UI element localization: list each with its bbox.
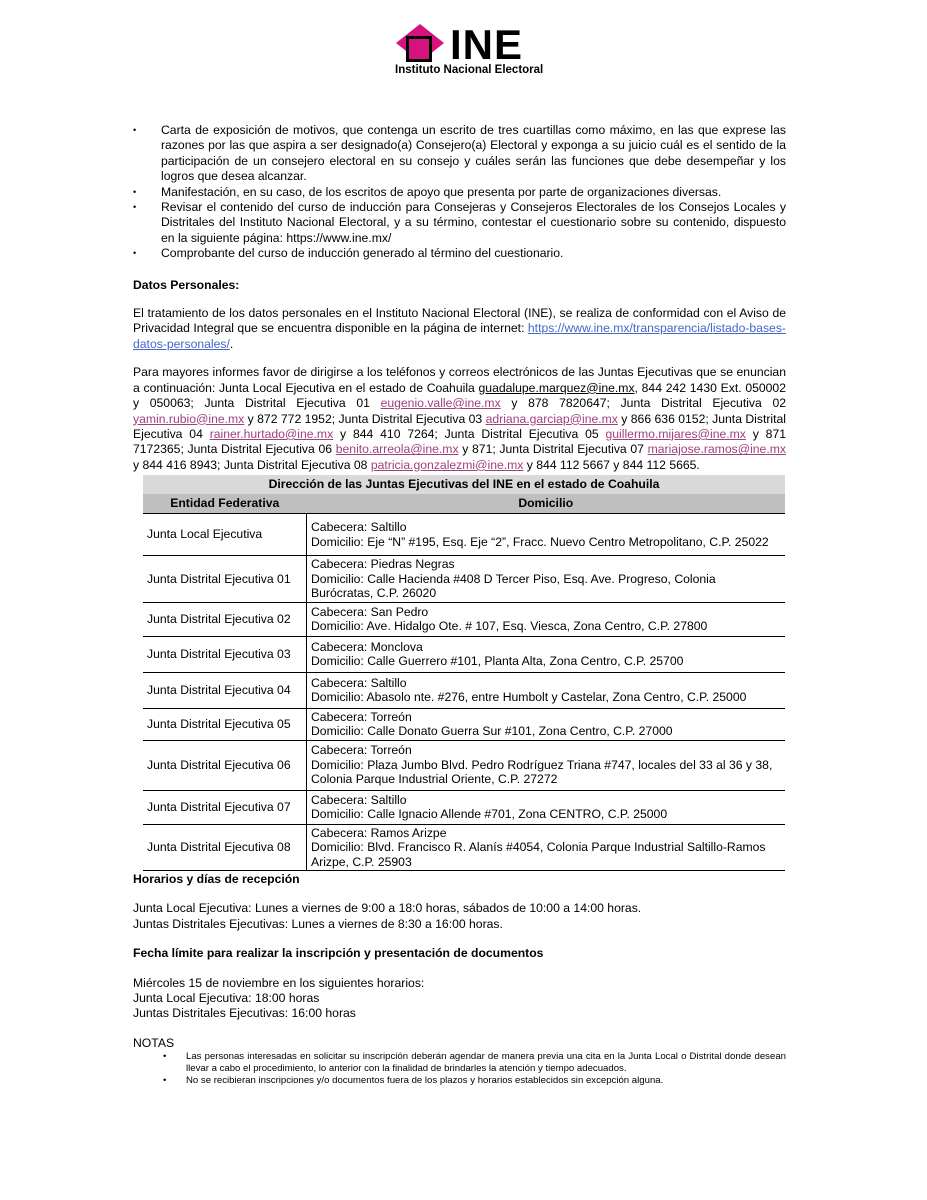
- domicilio-text: Domicilio: Calle Hacienda #408 D Tercer Piso, Esq. Ave. Progreso, Colonia Burócratas, C.P. 26020: [311, 571, 716, 600]
- main-content: [133, 123, 786, 473]
- cabecera-text: Cabecera: Saltillo: [311, 792, 407, 807]
- domicilio-cell: [307, 708, 786, 740]
- lower-content: [133, 872, 786, 1087]
- table-row: [143, 740, 785, 790]
- column-header-entidad: Entidad Federativa: [143, 494, 307, 514]
- domicilio-cell: [307, 602, 786, 636]
- email-link[interactable]: rainer.hurtado@ine.mx: [209, 426, 334, 441]
- table-row: [143, 824, 785, 871]
- bullet-icon: •: [133, 125, 137, 135]
- domicilio-cell: [307, 636, 786, 672]
- email-link[interactable]: mariajose.ramos@ine.mx: [647, 442, 786, 457]
- requirements-list: [133, 123, 786, 262]
- domicilio-text: Domicilio: Calle Donato Guerra Sur #101, Zona Centro, C.P. 27000: [311, 724, 673, 738]
- datos-personales-heading: Datos Personales:: [133, 277, 240, 292]
- table-row: [143, 602, 785, 636]
- domicilio-cell: [307, 824, 786, 871]
- fecha-limite-heading: Fecha límite para realizar la inscripción y presentación de documentos: [133, 946, 544, 961]
- entidad-cell: Junta Distrital Ejecutiva 01: [143, 556, 307, 603]
- list-item: • Carta de exposición de motivos, que contenga un escrito de tres cuartillas como máximo, en las que exprese las razones por las que aspira a ser designado(a) Consejero(a) Electoral y exponga a su juicio cuál es el sentido de la participación de un consejero electoral en su consejo y cuáles serán las funciones que debe desempeñar y los logros que desea alcanzar.: [133, 123, 786, 184]
- list-item: • No se recibieran inscripciones y/o documentos fuera de los plazos y horarios establecidos sin excepción alguna.: [163, 1075, 664, 1087]
- entidad-cell: Junta Distrital Ejecutiva 05: [143, 708, 307, 740]
- horarios-heading: Horarios y días de recepción: [133, 872, 300, 886]
- fecha-limite-text: Miércoles 15 de noviembre en los siguientes horarios: Junta Local Ejecutiva: 18:00 horas Juntas Distritales Ejecutivas: 16:00 horas: [133, 975, 425, 1021]
- domicilio-text: Domicilio: Ave. Hidalgo Ote. # 107, Esq. Viesca, Zona Centro, C.P. 27800: [311, 619, 708, 633]
- entidad-cell: Junta Distrital Ejecutiva 07: [143, 790, 307, 824]
- bullet-icon: •: [163, 1075, 167, 1087]
- domicilio-cell: [307, 556, 786, 603]
- cabecera-text: Cabecera: Torreón: [311, 709, 412, 724]
- table-row: [143, 708, 785, 740]
- email-link[interactable]: guadalupe.marquez@ine.mx: [478, 380, 635, 395]
- list-item: • Manifestación, en su caso, de los escritos de apoyo que presenta por parte de organizaciones diversas.: [133, 184, 722, 199]
- domicilio-cell: [307, 514, 786, 556]
- entidad-cell: Junta Distrital Ejecutiva 08: [143, 824, 307, 871]
- table-row: [143, 514, 785, 556]
- entidad-cell: Junta Distrital Ejecutiva 06: [143, 740, 307, 790]
- list-item: • Las personas interesadas en solicitar su inscripción deberán agendar de manera previa una cita en la Junta Local o Distrital donde desean llevar a cabo el procedimiento, lo anterior con la finalidad de brindarles la atención y tiempo adecuados.: [163, 1051, 786, 1075]
- entidad-cell: Junta Distrital Ejecutiva 04: [143, 672, 307, 708]
- domicilio-text: Domicilio: Abasolo nte. #276, entre Humbolt y Castelar, Zona Centro, C.P. 25000: [311, 690, 747, 704]
- cabecera-text: Cabecera: Saltillo: [311, 520, 407, 534]
- entidad-cell: Junta Distrital Ejecutiva 02: [143, 602, 307, 636]
- table-title: Dirección de las Juntas Ejecutivas del INE en el estado de Coahuila: [143, 475, 785, 494]
- juntas-table: [143, 475, 785, 871]
- ine-logo-icon: [392, 22, 448, 64]
- list-item: • Comprobante del curso de inducción generado al término del cuestionario.: [133, 246, 564, 261]
- contacto-text: Para mayores informes favor de dirigirse a los teléfonos y correos electrónicos de las Juntas Ejecutivas que se enuncian a continuación: Junta Local Ejecutiva en el estado de Coahuila guadalupe.marquez@ine.mx, 844 242 1430 Ext. 050002 y 050063; Junta Distrital Ejecutiva 01 eugenio.valle@ine.mx y 878 7820647; Junta Distrital Ejecutiva 02 yamin.rubio@ine.mx y 872 772 1952; Junta Distrital Ejecutiva 03 adriana.garciap@ine.mx y 866 636 0152; Junta Distrital Ejecutiva 04 rainer.hurtado@ine.mx y 844 410 7264; Junta Distrital Ejecutiva 05 guillermo.mijares@ine.mx y 871 7172365; Junta Distrital Ejecutiva 06 benito.arreola@ine.mx y 871; Junta Distrital Ejecutiva 07 mariajose.ramos@ine.mx y 844 416 8943; Junta Distrital Ejecutiva 08 patricia.gonzalezmi@ine.mx y 844 112 5667 y 844 112 5665.: [133, 365, 787, 472]
- notas-list: [133, 1051, 786, 1087]
- table-row: [143, 672, 785, 708]
- table-row: [143, 556, 785, 603]
- privacy-link[interactable]: https://www.ine.mx/transparencia/listado-bases-datos-personales/: [133, 321, 786, 351]
- domicilio-text: Domicilio: Calle Guerrero #101, Planta Alta, Zona Centro, C.P. 25700: [311, 654, 684, 668]
- horarios-text: Junta Local Ejecutiva: Lunes a viernes de 9:00 a 18:0 horas, sábados de 10:00 a 14:00 horas. Juntas Distritales Ejecutivas: Lunes a viernes de 8:30 a 16:00 horas.: [133, 901, 642, 931]
- notas-heading: NOTAS: [133, 1035, 175, 1050]
- email-link[interactable]: guillermo.mijares@ine.mx: [605, 426, 746, 441]
- entidad-cell: Junta Local Ejecutiva: [143, 514, 307, 556]
- domicilio-text: Domicilio: Plaza Jumbo Blvd. Pedro Rodríguez Triana #747, locales del 33 al 36 y 38, Colonia Parque Industrial Oriente, C.P. 27272: [311, 757, 773, 787]
- datos-personales-text: El tratamiento de los datos personales en el Instituto Nacional Electoral (INE), se realiza de conformidad con el Aviso de Privacidad Integral que se encuentra disponible en la página de internet: https://www.ine.mx/transparencia/listado-bases-datos-personales/.: [133, 306, 786, 351]
- bullet-icon: •: [163, 1051, 167, 1063]
- domicilio-cell: [307, 672, 786, 708]
- domicilio-text: Domicilio: Blvd. Francisco R. Alanís #4054, Colonia Parque Industrial Saltillo-Ramos Arizpe, C.P. 25903: [311, 840, 766, 869]
- table-body: [143, 514, 785, 871]
- email-link[interactable]: eugenio.valle@ine.mx: [380, 396, 501, 411]
- bullet-icon: •: [133, 186, 137, 197]
- domicilio-text: Domicilio: Eje “N” #195, Esq. Eje “2”, Fracc. Nuevo Centro Metropolitano, C.P. 25022: [311, 534, 769, 549]
- cabecera-text: Cabecera: San Pedro: [311, 604, 429, 619]
- entidad-cell: Junta Distrital Ejecutiva 03: [143, 636, 307, 672]
- email-link[interactable]: yamin.rubio@ine.mx: [133, 411, 245, 426]
- domicilio-cell: [307, 790, 786, 824]
- table-row: [143, 790, 785, 824]
- ine-logo: [392, 22, 572, 80]
- email-link[interactable]: patricia.gonzalezmi@ine.mx: [370, 457, 524, 472]
- logo-subtitle: Instituto Nacional Electoral: [395, 64, 544, 76]
- table-row: [143, 636, 785, 672]
- cabecera-text: Cabecera: Ramos Arizpe: [311, 825, 447, 840]
- cabecera-text: Cabecera: Torreón: [311, 743, 412, 758]
- cabecera-text: Cabecera: Piedras Negras: [311, 557, 455, 571]
- logo-text: INE: [450, 21, 524, 68]
- list-item: • Revisar el contenido del curso de inducción para Consejeras y Consejeros Electorales de los Consejos Locales y Distritales del Instituto Nacional Electoral, y a su término, contestar el cuestionario sobre su contenido, dispuesto en la siguiente página: https://www.ine.mx/: [133, 200, 786, 245]
- email-link[interactable]: adriana.garciap@ine.mx: [485, 411, 618, 426]
- domicilio-text: Domicilio: Calle Ignacio Allende #701, Zona CENTRO, C.P. 25000: [311, 807, 668, 821]
- bullet-icon: •: [133, 202, 137, 213]
- email-link[interactable]: benito.arreola@ine.mx: [335, 442, 459, 457]
- domicilio-cell: [307, 740, 786, 790]
- cabecera-text: Cabecera: Monclova: [311, 639, 423, 654]
- column-header-domicilio: Domicilio: [307, 494, 786, 514]
- cabecera-text: Cabecera: Saltillo: [311, 675, 407, 690]
- bullet-icon: •: [133, 248, 137, 259]
